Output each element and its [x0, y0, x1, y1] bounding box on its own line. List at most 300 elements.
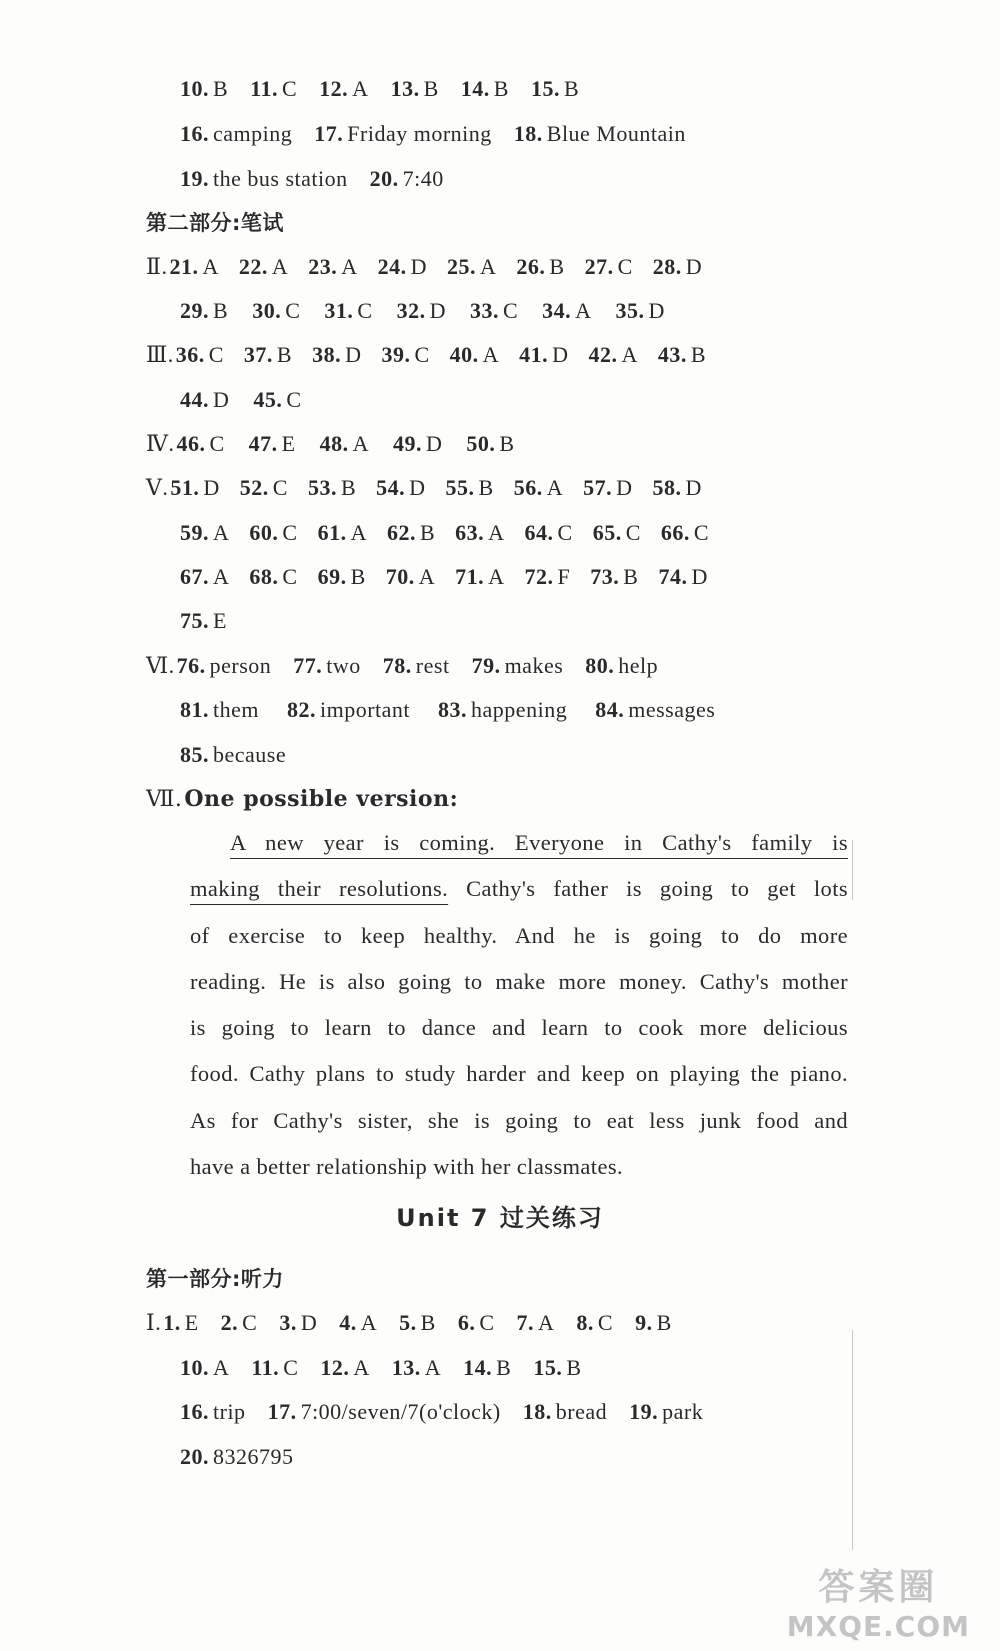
answer-item: [519, 342, 568, 367]
answer-value: B: [420, 1310, 436, 1335]
question-number: 64.: [524, 520, 554, 545]
question-number: 79.: [471, 653, 501, 678]
question-number: 29.: [180, 298, 209, 323]
answer-value: C: [286, 387, 302, 412]
question-number: 53.: [307, 475, 337, 500]
question-number: 10.: [180, 76, 209, 101]
answer-item: [517, 1310, 555, 1335]
essay-line: food. Cathy plans to study harder and keep on playing the piano.: [190, 1061, 848, 1087]
answer-item: [250, 76, 297, 101]
answer-value: D: [409, 475, 426, 500]
answer-value: E: [281, 431, 296, 456]
watermark-logo: 答案圈: [818, 1567, 939, 1608]
question-number: 68.: [249, 564, 279, 589]
answer-item: [308, 254, 357, 279]
question-number: 85.: [180, 742, 209, 767]
answer-item: [180, 166, 348, 191]
question-number: 66.: [660, 520, 690, 545]
roman-numeral: Ⅱ.: [146, 254, 168, 279]
question-number: 50.: [466, 431, 496, 456]
answer-value: A: [480, 254, 497, 279]
question-number: 58.: [652, 475, 682, 500]
question-number: 82.: [287, 697, 316, 722]
answer-item: [531, 76, 579, 101]
question-number: 27.: [584, 254, 614, 279]
question-number: 24.: [377, 254, 407, 279]
answer-item: [595, 697, 715, 722]
question-number: 54.: [376, 475, 406, 500]
answer-item: [533, 1355, 581, 1380]
question-number: 36.: [175, 342, 205, 367]
answer-value: trip: [213, 1399, 246, 1424]
essay-line: of exercise to keep healthy. And he is going to do more: [190, 922, 848, 948]
question-number: 67.: [180, 564, 209, 589]
answer-value: A: [538, 1310, 555, 1335]
answer-value: E: [213, 608, 227, 633]
question-number: 17.: [314, 121, 344, 146]
section-heading-written: 第二部分:笔试: [146, 211, 284, 235]
answer-item: [661, 520, 709, 545]
question-number: 12.: [319, 76, 349, 101]
answer-value: D: [300, 1310, 318, 1335]
answer-row: [146, 1308, 694, 1338]
answer-value: B: [566, 1355, 582, 1380]
answer-value: A: [488, 564, 505, 589]
answer-row: [146, 340, 726, 370]
question-number: 18.: [522, 1399, 552, 1424]
question-number: 13.: [391, 1355, 421, 1380]
answer-value: Friday morning: [347, 121, 492, 146]
answer-row: [146, 473, 722, 503]
answer-item: [180, 1444, 294, 1469]
question-number: 3.: [279, 1310, 297, 1335]
answer-value: B: [419, 520, 436, 545]
question-number: 2.: [220, 1310, 239, 1335]
answer-row: [180, 518, 729, 548]
answer-item: [378, 254, 427, 279]
answer-item: [393, 431, 442, 456]
answer-value: C: [208, 342, 224, 367]
question-number: 83.: [438, 697, 468, 722]
answer-item: [170, 475, 219, 500]
answer-value: A: [575, 298, 592, 323]
watermark-url: MXQE.COM: [786, 1610, 970, 1643]
answer-value: D: [552, 342, 569, 367]
question-number: 38.: [312, 342, 342, 367]
answer-row: [180, 296, 689, 326]
answer-value: bread: [555, 1399, 608, 1424]
answer-item: [253, 387, 301, 412]
model-essay-label: [146, 784, 462, 815]
answer-item: [446, 475, 494, 500]
answer-item: [635, 1310, 672, 1335]
scan-edge-line: [852, 1330, 853, 1550]
question-number: 75.: [180, 608, 209, 633]
essay-line: is going to learn to dance and learn to cook more delicious: [190, 1015, 848, 1041]
answer-value: A: [341, 254, 358, 279]
answer-value: B: [493, 76, 509, 101]
question-number: 39.: [381, 342, 411, 367]
question-number: 55.: [445, 475, 475, 500]
answer-item: [319, 76, 368, 101]
answer-item: [180, 1399, 246, 1424]
answer-value: B: [623, 564, 639, 589]
answer-value: C: [479, 1310, 495, 1335]
answer-item: [252, 298, 300, 323]
question-number: 74.: [658, 564, 688, 589]
answer-item: [249, 520, 297, 545]
answer-item: [318, 564, 366, 589]
question-number: 18.: [513, 121, 543, 146]
answer-item: [397, 298, 446, 323]
answer-item: [653, 254, 702, 279]
question-number: 72.: [524, 564, 554, 589]
question-number: 65.: [592, 520, 622, 545]
answer-item: [308, 475, 356, 500]
question-number: 49.: [393, 431, 423, 456]
question-number: 81.: [180, 697, 209, 722]
question-number: 84.: [595, 697, 625, 722]
essay-line: reading. He is also going to make more money. Cathy's mother: [190, 968, 848, 994]
answer-item: [163, 1310, 198, 1335]
question-number: 1.: [163, 1310, 181, 1335]
question-number: 40.: [449, 342, 479, 367]
answer-item: [244, 342, 292, 367]
answer-value: E: [184, 1310, 199, 1335]
question-number: 59.: [180, 520, 209, 545]
answer-value: B: [350, 564, 366, 589]
answer-item: [169, 254, 218, 279]
answer-item: [293, 653, 361, 678]
answer-item: [339, 1310, 377, 1335]
question-number: 20.: [180, 1444, 209, 1469]
answer-item: [177, 653, 272, 678]
answer-item: [180, 697, 259, 722]
question-number: 6.: [457, 1310, 476, 1335]
roman-numeral: Ⅰ.: [146, 1310, 162, 1335]
question-number: 21.: [169, 254, 199, 279]
answer-value: A: [352, 431, 370, 456]
answer-value: makes: [504, 653, 564, 678]
answer-value: B: [276, 342, 293, 367]
answer-item: [314, 121, 492, 146]
answer-value: B: [213, 76, 229, 101]
answer-value: D: [616, 475, 633, 500]
answer-item: [180, 608, 227, 633]
answer-item: [470, 298, 518, 323]
answer-item: [523, 1399, 607, 1424]
answer-value: park: [662, 1399, 704, 1424]
answer-value: D: [426, 431, 443, 456]
answer-item: [239, 254, 288, 279]
question-number: 14.: [460, 76, 490, 101]
answer-row: [180, 695, 743, 725]
answer-item: [180, 1355, 229, 1380]
question-number: 78.: [382, 653, 412, 678]
question-number: 71.: [455, 564, 485, 589]
answer-value: happening: [471, 697, 568, 722]
scan-edge-line: [852, 840, 853, 900]
question-number: 22.: [238, 254, 268, 279]
answer-value: D: [429, 298, 446, 323]
answer-value: B: [690, 342, 707, 367]
answer-item: [525, 564, 571, 589]
answer-value: A: [418, 564, 436, 589]
question-number: 52.: [239, 475, 269, 500]
answer-value: Blue Mountain: [546, 121, 686, 146]
answer-value: B: [549, 254, 565, 279]
answer-row: [146, 429, 539, 459]
question-number: 19.: [180, 166, 209, 191]
roman-numeral: Ⅴ.: [146, 475, 169, 500]
answer-item: [458, 1310, 495, 1335]
model-essay: [190, 820, 848, 1190]
answer-row: [180, 119, 708, 149]
answer-item: [381, 342, 429, 367]
roman-numeral: Ⅳ.: [146, 431, 175, 456]
answer-value: A: [424, 1355, 442, 1380]
answer-row: [180, 385, 326, 415]
answer-item: [320, 1355, 369, 1380]
answer-item: [279, 1310, 317, 1335]
answer-item: [287, 697, 410, 722]
answer-row: [146, 252, 722, 282]
answer-value: A: [482, 342, 500, 367]
answer-value: C: [285, 298, 301, 323]
answer-item: [176, 431, 224, 456]
question-number: 16.: [180, 121, 209, 146]
answer-value: C: [502, 298, 519, 323]
answer-value: D: [648, 298, 665, 323]
question-number: 45.: [253, 387, 283, 412]
answer-item: [450, 342, 499, 367]
answer-value: A: [213, 520, 230, 545]
answer-item: [249, 564, 297, 589]
answer-item: [455, 564, 504, 589]
answer-row: [180, 1353, 604, 1383]
answer-value: B: [656, 1310, 672, 1335]
answer-value: help: [618, 653, 659, 678]
answer-item: [268, 1399, 501, 1424]
answer-item: [176, 342, 224, 367]
answer-value: person: [209, 653, 272, 678]
answer-item: [249, 431, 296, 456]
answer-item: [585, 254, 633, 279]
question-number: 76.: [176, 653, 206, 678]
question-number: 48.: [319, 431, 349, 456]
answer-item: [653, 475, 702, 500]
question-number: 47.: [248, 431, 278, 456]
unit-title: Unit 7 过关练习: [396, 1204, 604, 1232]
answer-value: two: [326, 653, 361, 678]
question-number: 34.: [542, 298, 572, 323]
answer-value: A: [202, 254, 219, 279]
answer-value: C: [557, 520, 573, 545]
question-number: 69.: [317, 564, 347, 589]
question-number: 32.: [396, 298, 426, 323]
answer-row: [180, 1442, 316, 1472]
question-number: 43.: [657, 342, 687, 367]
question-number: 12.: [320, 1355, 350, 1380]
question-number: 4.: [339, 1310, 357, 1335]
answer-item: [438, 697, 567, 722]
answer-value: D: [691, 564, 708, 589]
question-number: 15.: [530, 76, 560, 101]
question-number: 25.: [447, 254, 477, 279]
question-number: 42.: [588, 342, 618, 367]
question-number: 80.: [585, 653, 615, 678]
answer-value: D: [203, 475, 220, 500]
answer-value: A: [360, 1310, 378, 1335]
answer-item: [616, 298, 665, 323]
answer-value: important: [320, 697, 411, 722]
answer-value: D: [410, 254, 428, 279]
answer-value: C: [597, 1310, 614, 1335]
answer-item: [180, 298, 228, 323]
essay-line: making their resolutions. Cathy's father is going to get lots: [190, 876, 849, 902]
question-number: 37.: [243, 342, 273, 367]
answer-item: [629, 1399, 703, 1424]
answer-value: rest: [415, 653, 450, 678]
answer-value: C: [272, 475, 288, 500]
question-number: 8.: [576, 1310, 594, 1335]
answer-row: [180, 562, 728, 592]
answer-item: [370, 166, 444, 191]
answer-value: B: [340, 475, 357, 500]
answer-value: D: [685, 475, 702, 500]
question-number: 46.: [176, 431, 206, 456]
answer-value: C: [282, 520, 298, 545]
answer-value: A: [213, 1355, 230, 1380]
answer-row: [180, 74, 601, 104]
section-heading-listening: 第一部分:听力: [146, 1267, 284, 1291]
answer-value: F: [557, 564, 571, 589]
answer-item: [180, 76, 228, 101]
question-number: 11.: [250, 76, 278, 101]
answer-value: 7:00/seven/7(o'clock): [300, 1399, 501, 1424]
answer-item: [455, 520, 504, 545]
question-number: 35.: [615, 298, 645, 323]
answer-item: [324, 298, 372, 323]
answer-value: B: [478, 475, 494, 500]
essay-line: have a better relationship with her classmates.: [190, 1154, 624, 1180]
answer-item: [583, 475, 632, 500]
answer-value: C: [283, 1355, 299, 1380]
answer-item: [251, 1355, 298, 1380]
answer-item: [312, 342, 361, 367]
answer-value: C: [281, 76, 298, 101]
answer-item: [525, 520, 573, 545]
answer-item: [514, 475, 563, 500]
answer-item: [461, 76, 509, 101]
answer-item: [180, 121, 292, 146]
essay-line: As for Cathy's sister, she is going to eat less junk food and: [190, 1107, 848, 1133]
question-number: 77.: [293, 653, 323, 678]
question-number: 57.: [583, 475, 613, 500]
answer-item: [180, 520, 229, 545]
question-number: 10.: [180, 1355, 209, 1380]
answer-item: [463, 1355, 511, 1380]
answer-item: [320, 431, 369, 456]
answer-value: 8326795: [213, 1444, 294, 1469]
question-number: 28.: [652, 254, 682, 279]
answer-item: [240, 475, 288, 500]
answer-item: [588, 342, 637, 367]
answer-item: [180, 564, 229, 589]
answer-value: A: [350, 520, 367, 545]
answer-value: because: [213, 742, 287, 767]
watermark: [787, 1559, 970, 1643]
answer-row: [146, 651, 680, 681]
answer-value: A: [353, 1355, 370, 1380]
answer-value: A: [488, 520, 505, 545]
answer-value: C: [357, 298, 373, 323]
answer-value: C: [617, 254, 633, 279]
question-number: 19.: [629, 1399, 659, 1424]
answer-item: [376, 475, 425, 500]
answer-value: messages: [628, 697, 716, 722]
question-number: 15.: [533, 1355, 563, 1380]
answer-item: [318, 520, 367, 545]
question-number: 31.: [324, 298, 354, 323]
answer-item: [392, 1355, 441, 1380]
answer-row: [180, 164, 466, 194]
question-number: 41.: [519, 342, 549, 367]
answer-row: [180, 740, 308, 770]
question-number: 11.: [251, 1355, 280, 1380]
answer-item: [221, 1310, 258, 1335]
question-number: 23.: [308, 254, 338, 279]
answer-row: [180, 606, 247, 636]
answer-item: [399, 1310, 436, 1335]
answer-row: [180, 1397, 725, 1427]
answer-value: B: [499, 431, 515, 456]
question-number: 16.: [180, 1399, 209, 1424]
question-number: 44.: [180, 387, 209, 412]
question-number: 26.: [516, 254, 546, 279]
answer-item: [542, 298, 591, 323]
answer-value: C: [693, 520, 710, 545]
answer-value: C: [209, 431, 225, 456]
answer-value: A: [352, 76, 369, 101]
question-number: 30.: [252, 298, 282, 323]
answer-item: [658, 342, 706, 367]
answer-value: C: [242, 1310, 258, 1335]
answer-value: camping: [213, 121, 293, 146]
question-number: 73.: [590, 564, 620, 589]
roman-numeral: Ⅲ.: [146, 342, 174, 367]
question-number: 7.: [516, 1310, 534, 1335]
question-number: 9.: [635, 1310, 653, 1335]
answer-item: [180, 742, 286, 767]
question-number: 63.: [455, 520, 485, 545]
roman-numeral: Ⅵ.: [146, 653, 175, 678]
answer-value: C: [282, 564, 298, 589]
answer-value: B: [496, 1355, 512, 1380]
answer-value: 7:40: [402, 166, 444, 191]
answer-value: A: [546, 475, 564, 500]
answer-value: D: [213, 387, 230, 412]
essay-line: A new year is coming. Everyone in Cathy's family is: [230, 830, 848, 855]
answer-value: the bus station: [213, 166, 348, 191]
answer-value: A: [213, 564, 230, 589]
roman-numeral: Ⅶ.: [146, 787, 183, 812]
answer-item: [447, 254, 496, 279]
answer-value: A: [621, 342, 638, 367]
answer-item: [576, 1310, 613, 1335]
answer-item: [514, 121, 686, 146]
question-number: 62.: [386, 520, 416, 545]
